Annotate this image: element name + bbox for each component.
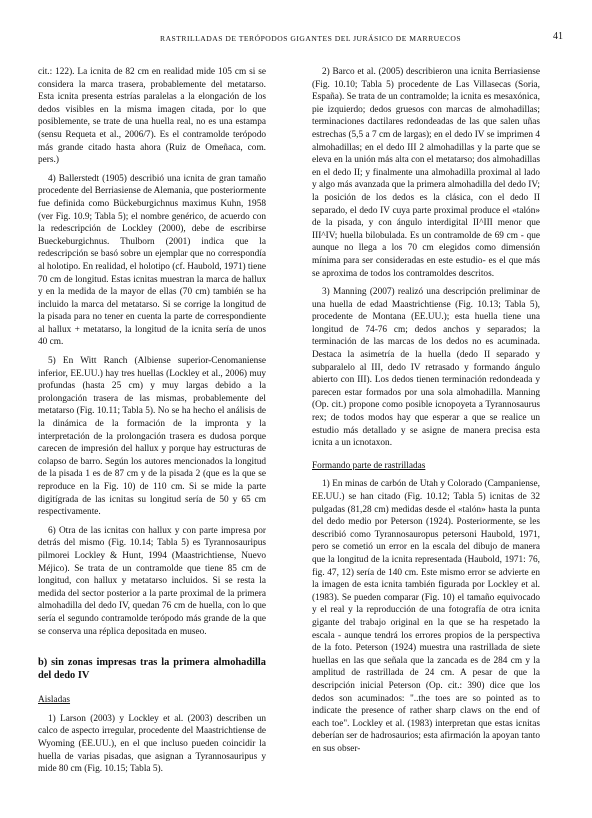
paragraph: 1) Larson (2003) y Lockley et al. (2003) describen un calco de aspecto irregular, procedente del Maastrichtiense de Wyoming (EE.UU.), en el que incluso pueden coincidir la huella de varias pisadas, que asignan a Tyrannosauripus y mide 80 cm (Fig. 10.15; Tabla 5). — [38, 713, 266, 775]
subsection-heading: Formando parte de rastrilladas — [312, 460, 426, 471]
left-column — [38, 66, 266, 776]
paragraph: 2) Barco et al. (2005) describieron una icnita Berriasiense (Fig. 10.10; Tabla 5) procedente de Las Villasecas (Soria, España). Se trata de un contramolde; la icnita es mesaxónica, pie izquierdo; dedos gruesos con marcas de almohadillas; terminaciones dactilares redondeadas de las que salen uñas estrechas (5,5 a 7 cm de largas); en el dedo IV se imprimen 4 almohadillas; en el dedo III 2 almohadillas y la parte que se eleva en la unión más alta con el metatarso; dos almohadillas en el dedo II; y finalmente una almohadilla proximal al lado y algo más avanzada que la primera almohadilla del dedo IV; la posición de los dedos es la clásica, con el dedo II separado, el dedo IV cuya parte proximal produce el «talón» de la pisada, y con ángulo interdigital II^III menor que III^IV; huella bilobulada. Es un contramolde de 69 cm - que aunque no llega a los 70 cm elegidos como dimensión mínima para ser consideradas en este estudio- es el que más se aproxima de todos los contramoldes descritos. — [312, 67, 540, 279]
paragraph: 3) Manning (2007) realizó una descripción preliminar de una huella de edad Maastrichtiense (Fig. 10.13; Tabla 5), procedente de Montana (EE.UU.); esta huella tiene una longitud de 74-76 cm; dedos anchos y separados; la terminación de las marcas de los dedos no es acuminada. Destaca la asimetría de la huella (dedo II separado y subparalelo al III, dedo IV retrasado y formando ángulo abierto con III). Los dedos tienen terminación redondeada y parecen estar formados por una sola almohadilla. Manning (Op. cit.) propone como posible icnopoyeta a Tyrannosaurus rex; de todos modos hay que esperar a que se realice un estudio más detallado y se asigne de manera precisa esta icnita a un icnotaxon. — [312, 287, 540, 449]
paragraph: 1) En minas de carbón de Utah y Colorado (Campaniense, EE.UU.) se han citado (Fig. 10.12; Tabla 5) icnitas de 32 pulgadas (81,28 cm) medidas desde el «talón» hasta la punta del dedo medio por Peterson (1924). Posteriormente, se les describió como Tyrannosauropus petersoni Haubold, 1971, pero se cometió un error en la escala del dibujo de manera que la longitud de la icnita representada (Haubold, 1971: 76, fig. 47, 12) sería de 140 cm. Este mismo error se advierte en la imagen de esta icnita también figurada por Lockley et al. (1983). Se pueden comparar (Fig. 10) el tamaño equivocado y el real y la reproducción de una fotografía de otra icnita gigante del trabajo original en la que se ha respetado la escala - aunque tendrá los errores propios de la perspectiva de la foto. Peterson (1924) muestra una rastrillada de siete huellas en las que señala que la zancada es de 284 cm y la amplitud de rastrillada de 24 cm. A pesar de que la descripción inicial Peterson (Op. cit.: 390) dice que los dedos son acuminados: "..the toes are so pointed as to indicate the presence of rather sharp claws on the end of each toe". Lockley et al. (1983) interpretan que estas icnitas deberían ser de hadrosaurios; esta afirmación la apoyan tanto en sus obser- — [312, 479, 540, 754]
page-number: 41 — [553, 31, 563, 42]
paragraph: 5) En Witt Ranch (Albiense superior-Cenomaniense inferior, EE.UU.) hay tres huellas (Lockley et al., 2006) muy profundas (hasta 25 cm) y muy largas debido a la prolongación trasera de las mismas, probablemente del metatarso (Fig. 10.11; Tabla 5). No se ha hecho el análisis de la dinámica de la formación de la impronta y la interpretación de la prolongación trasera es dudosa porque carecen de impresión del hallux y porque hay estructuras de colapso de barro. Según los autores mencionados la longitud de la pisada 1 es de 87 cm y de la pisada 2 (que es la que se reproduce en la Fig. 10) de 110 cm. Si se mide la parte digitígrada de las icnitas su longitud sería de 50 y 65 cm respectivamente. — [38, 356, 266, 518]
paragraph: 6) Otra de las icnitas con hallux y con parte impresa por detrás del mismo (Fig. 10.14; Tabla 5) es Tyrannosauripus pilmorei Lockley & Hunt, 1994 (Maastrichtiense, Nuevo Méjico). Se trata de un contramolde que tiene 85 cm de longitud, con hallux y metatarso incluidos. Si se resta la medida del sector posterior a la parte proximal de la primera almohadilla del dedo IV, quedan 76 cm de huella, con lo que sería el segundo contramolde terópodo más grande de la que se conserva una réplica depositada en museo. — [38, 525, 266, 637]
paragraph: cit.: 122). La icnita de 82 cm en realidad mide 105 cm si se considera la marca trasera, probablemente del metatarso. Esta icnita presenta estrías paralelas a la elongación de los dedos visibles en la misma imagen citada, por lo que posiblemente, se trate de una huella real, no es una estampa (sensu Requeta et al., 2006/7). Es el contramolde terópodo más grande citado hasta ahora (Ruiz de Omeñaca, com. pers.) — [38, 67, 266, 166]
running-header: RASTRILLADAS DE TERÓPODOS GIGANTES DEL JURÁSICO DE MARRUECOS — [160, 34, 462, 43]
right-column — [312, 66, 540, 755]
paragraph: 4) Ballerstedt (1905) describió una icnita de gran tamaño procedente del Berriasiense de Alemania, que posteriormente fue definida como Bückeburgichnus maximus Kuhn, 1958 (ver Fig. 10.9; Tabla 5); el nombre genérico, de acuerdo con la redescripción de Lockley (2000), debe de escribirse Bueckeburgichnus. Thulborn (2001) indica que la redescripción se basó sobre un ejemplar que no correspondía al holotipo. En realidad, el holotipo (cf. Haubold, 1971) tiene 70 cm de longitud. Estas icnitas muestran la marca de hallux y en la medida de la mayor de ellas (70 cm) también se ha incluido la marca del metatarso. Si se corrige la longitud de la pisada para no tener en cuenta la parte de correspondiente al hallux + metatarso, la longitud de la icnita sería de unos 40 cm. — [38, 173, 266, 348]
subsection-heading: Aisladas — [38, 695, 71, 706]
section-heading: b) sin zonas impresas tras la primera almohadilla del dedo IV — [38, 657, 266, 682]
